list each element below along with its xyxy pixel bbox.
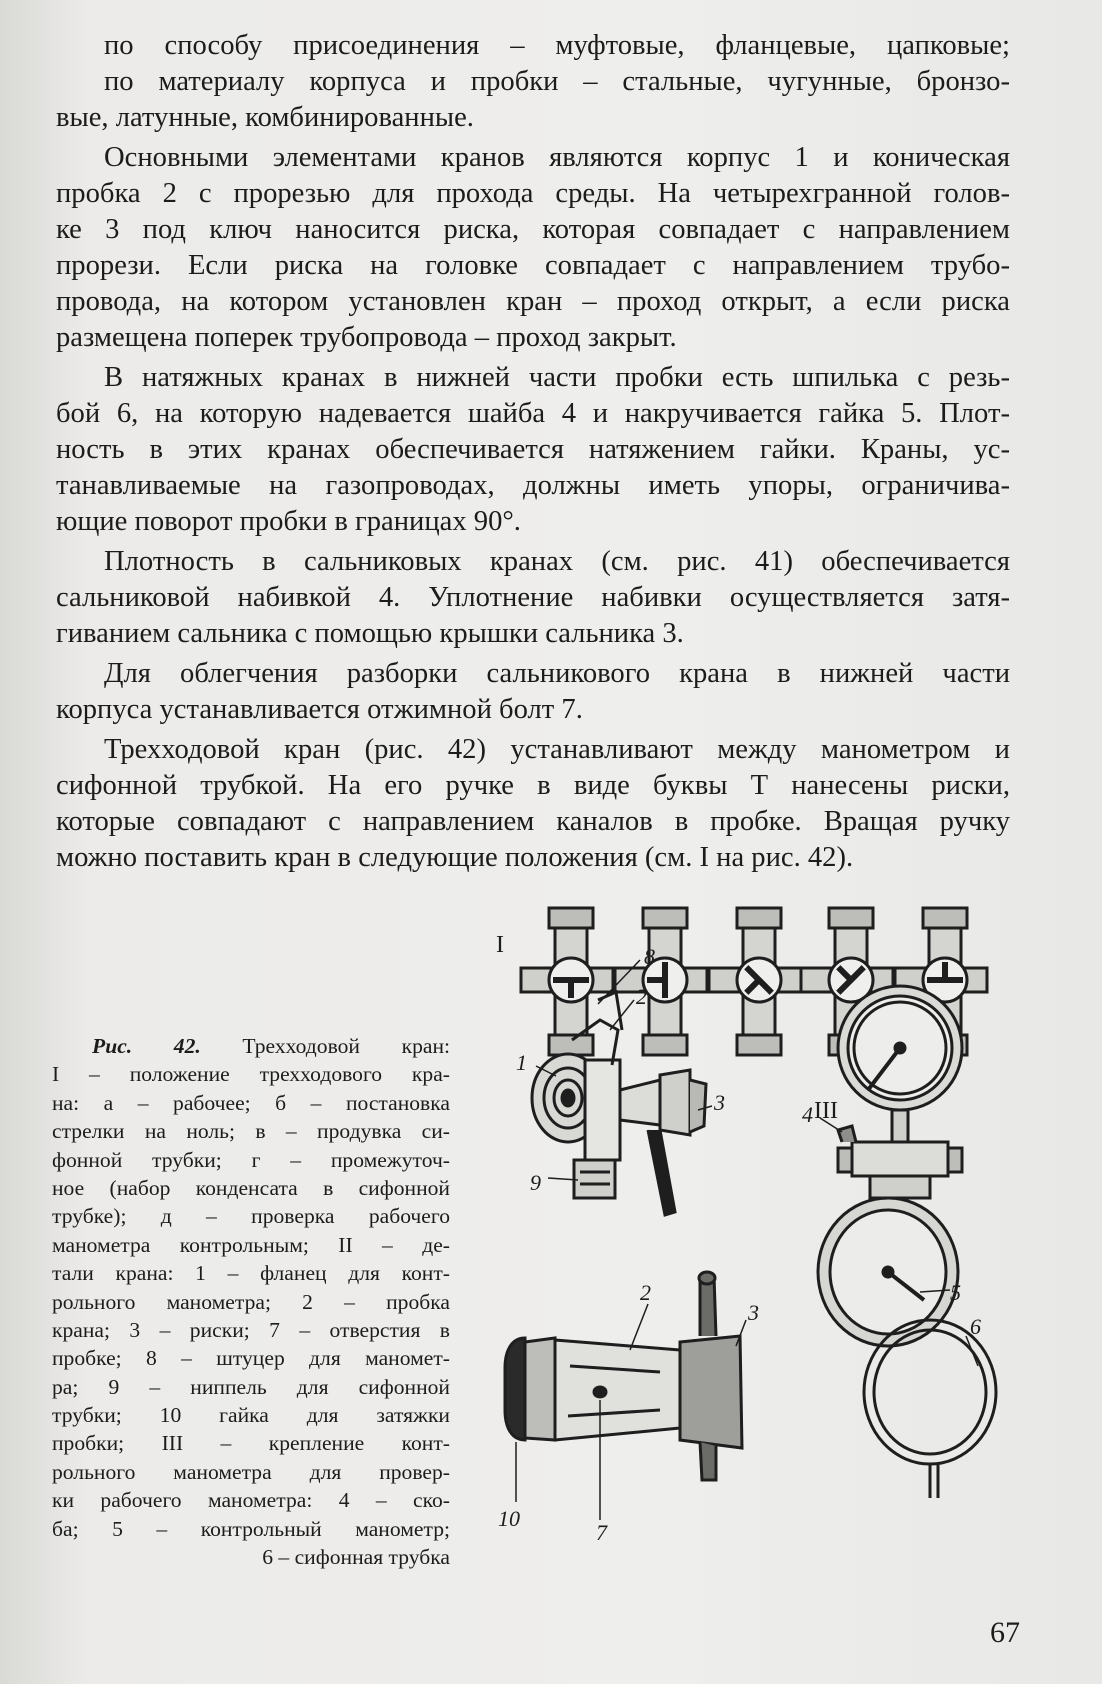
caption-line: рольного манометра; 2 – пробка: [52, 1289, 450, 1314]
body-line: по способу присоединения – муфтовые, фланцевые, цапковые;: [104, 30, 1010, 61]
body-line: ность в этих кранах обеспечивается натяжением гайки. Краны, ус-: [56, 434, 1010, 465]
callout-3-lower: 3: [748, 1300, 759, 1325]
caption-line: Трехходовой кран:: [242, 1034, 450, 1058]
body-line: размещена поперек трубопровода – проход закрыт.: [56, 322, 677, 353]
body-line: сальниковой набивкой 4. Уплотнение набивки осуществляется затя-: [56, 582, 1010, 613]
body-line: Для облегчения разборки сальникового крана в нижней части: [104, 658, 1010, 689]
caption-line: ное (набор конденсата в сифонной: [52, 1175, 450, 1200]
caption-line: фонной трубки; г – промежуточ-: [52, 1147, 450, 1172]
body-line: Трехходовой кран (рис. 42) устанавливают между манометром и: [104, 734, 1010, 765]
callout-10: 10: [498, 1506, 520, 1531]
caption-title-line: [52, 1032, 450, 1060]
callout-3: 3: [714, 1090, 725, 1115]
body-line: ющие поворот пробки в границах 90°.: [56, 506, 521, 537]
caption-line: ки рабочего манометра: 4 – ско-: [52, 1488, 450, 1513]
body-line: Основными элементами кранов являются корпус 1 и коническая: [104, 142, 1010, 173]
callout-2-lower: 2: [640, 1280, 651, 1305]
caption-line: тали крана: 1 – фланец для конт-: [52, 1261, 450, 1286]
figure-42: [0, 880, 1102, 1600]
callout-1: 1: [516, 1050, 527, 1075]
callout-7: 7: [596, 1520, 607, 1545]
callout-5: 5: [950, 1280, 961, 1305]
body-line: пробка 2 с прорезью для прохода среды. На четырехгранной голов-: [56, 178, 1010, 209]
caption-line: крана; 3 – риски; 7 – отверстия в: [52, 1317, 450, 1342]
figure-caption: [52, 1032, 450, 1571]
caption-line: ра; 9 – ниппель для сифонной: [52, 1374, 450, 1399]
body-text: [56, 28, 1010, 880]
page-number: 67: [990, 1616, 1020, 1649]
body-line: сифонной трубкой. На его ручке в виде буквы Т нанесены риски,: [56, 770, 1010, 801]
body-line: бой 6, на которую надевается шайба 4 и накручивается гайка 5. Плот-: [56, 398, 1010, 429]
caption-line: I – положение трехходового кра-: [52, 1062, 450, 1087]
body-line: В натяжных кранах в нижней части пробки есть шпилька с резь-: [104, 362, 1010, 393]
body-line: вые, латунные, комбинированные.: [56, 102, 474, 133]
body-line: ке 3 под ключ наносится риска, которая совпадает с направлением: [56, 214, 1010, 245]
caption-line: пробке; 8 – штуцер для маномет-: [52, 1346, 450, 1371]
caption-line: 6 – сифонная трубка: [262, 1545, 450, 1570]
callout-9: 9: [530, 1170, 541, 1195]
body-line: танавливаемые на газопроводах, должны иметь упоры, ограничива-: [56, 470, 1010, 501]
caption-line: рольного манометра для провер-: [52, 1459, 450, 1484]
body-line: которые совпадают с направлением каналов в пробке. Вращая ручку: [56, 806, 1010, 837]
callout-4: 4: [802, 1102, 813, 1127]
callout-2: 2: [636, 984, 647, 1009]
caption-line: трубки; 10 гайка для затяжки: [52, 1403, 450, 1428]
body-line: Плотность в сальниковых кранах (см. рис. 41) обеспечивается: [104, 546, 1010, 577]
figure-label-iii: III: [814, 1098, 838, 1124]
caption-line: пробки; III – крепление конт-: [52, 1431, 450, 1456]
body-line: можно поставить кран в следующие положения (см. I на рис. 42).: [56, 842, 854, 873]
caption-line: на: а – рабочее; б – постановка: [52, 1090, 450, 1115]
caption-line: стрелки на ноль; в – продувка си-: [52, 1119, 450, 1144]
body-line: гиванием сальника с помощью крышки сальника 3.: [56, 618, 684, 649]
caption-line: трубке); д – проверка рабочего: [52, 1204, 450, 1229]
body-line: по материалу корпуса и пробки – стальные, чугунные, бронзо-: [104, 66, 1010, 97]
callout-8: 8: [644, 944, 655, 969]
body-line: корпуса устанавливается отжимной болт 7.: [56, 694, 583, 725]
figure-label-i: I: [496, 932, 504, 958]
caption-line: манометра контрольным; II – де-: [52, 1232, 450, 1257]
body-line: провода, на котором установлен кран – проход открыт, а если риска: [56, 286, 1010, 317]
caption-line: ба; 5 – контрольный манометр;: [52, 1516, 450, 1541]
callout-6: 6: [970, 1314, 981, 1339]
caption-title: Рис. 42.: [92, 1034, 201, 1058]
body-line: прорези. Если риска на головке совпадает с направлением трубо-: [56, 250, 1010, 281]
